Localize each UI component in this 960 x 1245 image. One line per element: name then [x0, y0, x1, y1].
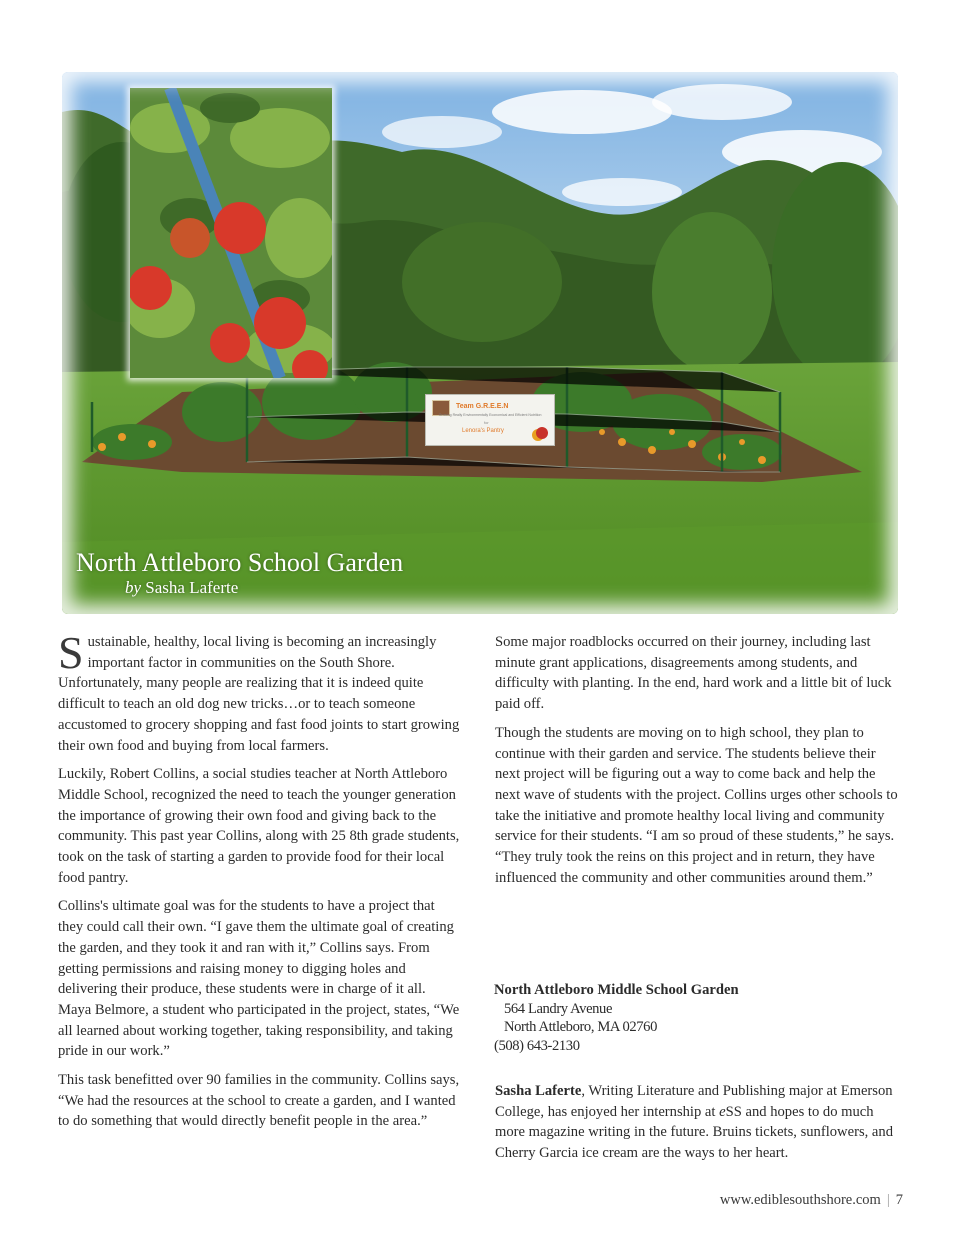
address-name: North Attleboro Middle School Garden: [494, 982, 739, 998]
article-title: North Attleboro School Garden: [76, 548, 404, 577]
banner-pantry: Lenora's Pantry: [462, 428, 504, 434]
page-number: 7: [895, 1192, 903, 1208]
tomato-inset-photo: [130, 88, 332, 378]
garden-address-block: [494, 981, 739, 1055]
banner-title: Team G.R.E.E.N: [456, 403, 509, 410]
paragraph: [58, 627, 462, 756]
byline-prefix: by: [125, 578, 142, 597]
bio-text-a: , Writing Literature and Publishing major at Emerson College, has enjoyed her internship at: [495, 1083, 893, 1120]
address-street: 564 Landry Avenue: [504, 1000, 613, 1017]
banner-apples-graphic: [536, 427, 548, 439]
address-phone: (508) 643-2130: [494, 1037, 580, 1054]
article-left-column: [58, 627, 462, 1140]
tomato-plant-illustration: [130, 88, 332, 378]
footer-url[interactable]: www.ediblesouthshore.com: [719, 1192, 881, 1208]
bio-mag-e: e: [719, 1103, 726, 1120]
team-green-banner: [425, 394, 555, 446]
article-right-column: [495, 632, 899, 896]
banner-subtitle: Growing Really Environmentally Economical and Efficient Nutrition: [438, 413, 542, 417]
drop-cap: S: [58, 627, 84, 678]
bio-name: Sasha Laferte: [495, 1083, 582, 1099]
paragraph: Though the students are moving on to high school, they plan to continue with their garden and service. The students believe their next project will be figuring out a way to come back and help the next wave of students with the project. Collins urges other schools to take the initiative and promote healthy local living and community service for their students. “I am so proud of these students,” he says. “They truly took the reins on this project and in return, they have influenced the community and other communities around them.”: [495, 724, 898, 886]
banner-for: for: [484, 420, 489, 425]
author-bio: [495, 1081, 899, 1164]
hero-photo: [62, 72, 898, 614]
bio-text-b: and hopes to do much more magazine writing in the future. Bruins tickets, sunflowers, and Cherry Garcia ice cream are the ways to her heart.: [495, 1103, 893, 1162]
paragraph: Collins's ultimate goal was for the students to have a project that they could call their own. “I gave them the ultimate goal of creating the garden, and they took it and ran with it,” Collins says. From getting permissions and raising money to digging holes and delivering their produce, these students were in charge of it all. Maya Belmore, a student who participated in the project, states, “We all learned about working together, taking responsibility, and taking pride in our work.”: [58, 898, 460, 1060]
page-footer: [720, 1192, 903, 1209]
bio-mag-rest: SS: [725, 1103, 742, 1120]
article-byline: [125, 578, 238, 598]
paragraph-text: ustainable, healthy, local living is becoming an increasingly important factor in communities on the South Shore. Unfortunately, many people are realizing that it is indeed quite difficult to teach an old dog new tricks…or to teach someone accustomed to grocery shopping and fast food joints to start growing their own food and buying from local farmers.: [58, 634, 460, 754]
paragraph: This task benefitted over 90 families in the community. Collins says, “We had the resources at the school to create a garden, and I wanted to do something that would directly benefit people in the area.”: [58, 1072, 460, 1130]
paragraph: Some major roadblocks occurred on their journey, including last minute grant applications, disagreements among students, and difficulty with planting. In the end, hard work and a little bit of luck paid off.: [495, 634, 892, 713]
paragraph: Luckily, Robert Collins, a social studies teacher at North Attleboro Middle School, recognized the need to teach the younger generation the importance of growing their own food and giving back to the community. This past year Collins, along with 25 8th grade students, took on the task of starting a garden to provide food for their local food pantry.: [58, 766, 460, 886]
address-city: North Attleboro, MA 02760: [504, 1019, 657, 1035]
footer-separator: |: [886, 1192, 890, 1208]
byline-author: Sasha Laferte: [145, 578, 239, 597]
